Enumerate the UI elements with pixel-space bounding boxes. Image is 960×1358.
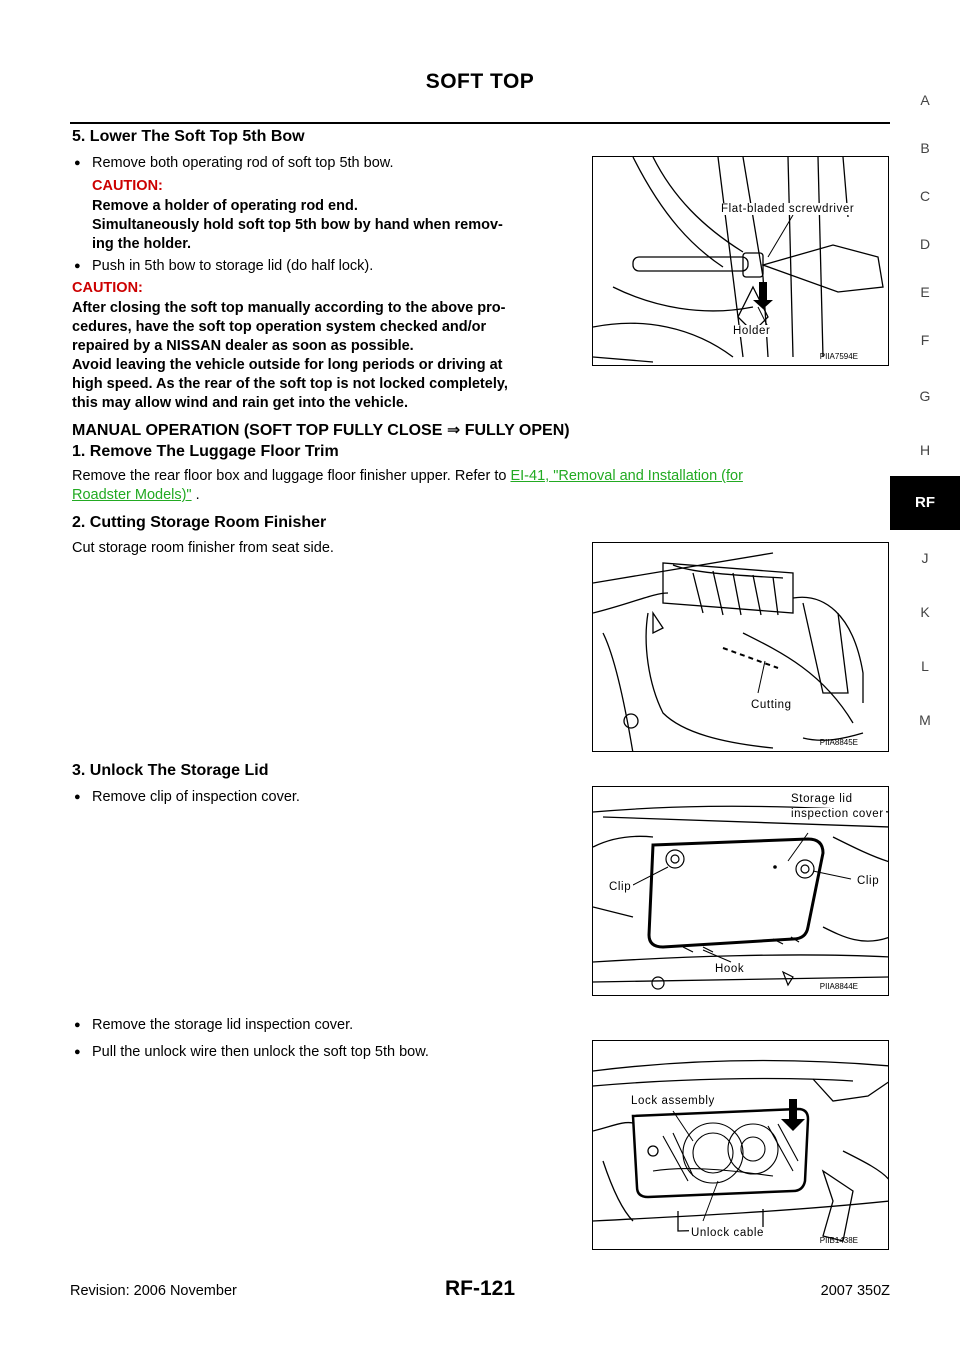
caution-2-label: CAUTION: [72, 280, 143, 296]
step-1-text-line-2 [72, 486, 200, 505]
label-clip-left: Clip [609, 881, 632, 893]
index-letter-c[interactable]: C [919, 188, 931, 204]
index-letter-f[interactable]: F [920, 332, 930, 348]
index-letter-j[interactable]: J [921, 550, 929, 566]
page-title: SOFT TOP [425, 70, 535, 93]
label-cutting: Cutting [751, 699, 792, 711]
caution-2-line: Avoid leaving the vehicle outside for long periods or driving at [72, 357, 503, 373]
index-letter-rf-active[interactable]: RF [890, 476, 960, 530]
index-letter-e[interactable]: E [920, 284, 930, 300]
step-3-heading: 3. Unlock The Storage Lid [72, 762, 269, 779]
index-letter-h[interactable]: H [919, 442, 931, 458]
caution-1-line: ing the holder. [92, 236, 192, 252]
step-3-bullet-1: ● Remove clip of inspection cover. [74, 788, 574, 807]
figure-screwdriver-holder [592, 156, 889, 366]
index-letter-d[interactable]: D [919, 236, 931, 252]
label-lock-assembly: Lock assembly [631, 1095, 715, 1107]
step-2-text: Cut storage room finisher from seat side. [72, 540, 334, 556]
step-1-text-before: Remove the rear floor box and luggage floor finisher upper. Refer to [72, 468, 507, 484]
caution-2-line: After closing the soft top manually according to the above pro- [72, 300, 506, 316]
figure-cutting-finisher [592, 542, 889, 752]
step-3-bullet-3: ● Pull the unlock wire then unlock the soft top 5th bow. [74, 1043, 584, 1062]
caution-2-line: high speed. As the rear of the soft top is not locked completely, [72, 376, 508, 392]
section-5-bullet-1: ● Remove both operating rod of soft top 5th bow. [74, 154, 574, 173]
index-letter-a[interactable]: A [920, 92, 930, 108]
step-1-heading: 1. Remove The Luggage Floor Trim [72, 443, 339, 460]
caution-1-line: Simultaneously hold soft top 5th bow by hand when remov- [92, 217, 503, 233]
figure-code: PIIA7594E [819, 352, 858, 361]
caution-1-label: CAUTION: [92, 178, 163, 194]
caution-1-line: Remove a holder of operating rod end. [92, 198, 358, 214]
index-letter-m[interactable]: M [919, 712, 931, 728]
index-letter-l[interactable]: L [921, 658, 929, 674]
figure-code: PIIB1438E [819, 1236, 858, 1245]
index-letter-b[interactable]: B [920, 140, 930, 156]
reference-link-continued[interactable]: Roadster Models)" [72, 487, 192, 503]
footer-revision: Revision: 2006 November [70, 1283, 237, 1299]
footer-model: 2007 350Z [820, 1283, 890, 1299]
figure-cutting-drawing [593, 543, 889, 752]
caution-1-body [92, 197, 582, 254]
caution-2-body [72, 299, 587, 413]
label-inspection-cover: inspection cover [791, 808, 884, 820]
title-rule [70, 122, 890, 124]
label-unlock-cable: Unlock cable [691, 1227, 765, 1239]
label-clip-right: Clip [857, 875, 880, 887]
index-letter-g[interactable]: G [919, 388, 931, 404]
reference-link[interactable]: EI-41, "Removal and Installation (for [510, 468, 743, 484]
step-1-text-after: . [191, 487, 200, 503]
page-number: RF-121 [444, 1277, 516, 1300]
caution-2-line: cedures, have the soft top operation system checked and/or [72, 319, 487, 335]
figure-code: PIIA8845E [819, 738, 858, 747]
section-5-heading: 5. Lower The Soft Top 5th Bow [72, 128, 305, 145]
manual-operation-heading: MANUAL OPERATION (SOFT TOP FULLY CLOSE ⇒ FULLY OPEN) [72, 422, 570, 439]
caution-2-line: this may allow wind and rain get into the vehicle. [72, 395, 408, 411]
figure-lock-assembly [592, 1040, 889, 1250]
label-hook: Hook [715, 963, 745, 975]
figure-code: PIIA8844E [819, 982, 858, 991]
caution-2-line: repaired by a NISSAN dealer as soon as possible. [72, 338, 414, 354]
index-letter-k[interactable]: K [920, 604, 930, 620]
figure-lock-assembly-drawing [593, 1041, 889, 1250]
figure-inspection-cover [592, 786, 889, 996]
step-3-bullet-2: ● Remove the storage lid inspection cover. [74, 1016, 574, 1035]
label-storage-lid: Storage lid [791, 793, 853, 805]
step-2-heading: 2. Cutting Storage Room Finisher [72, 514, 327, 531]
step-1-text [72, 467, 892, 486]
label-flat-bladed-screwdriver: Flat-bladed screwdriver [721, 203, 855, 215]
label-holder: Holder [733, 325, 771, 337]
section-5-bullet-2: ● Push in 5th bow to storage lid (do half lock). [74, 257, 574, 276]
